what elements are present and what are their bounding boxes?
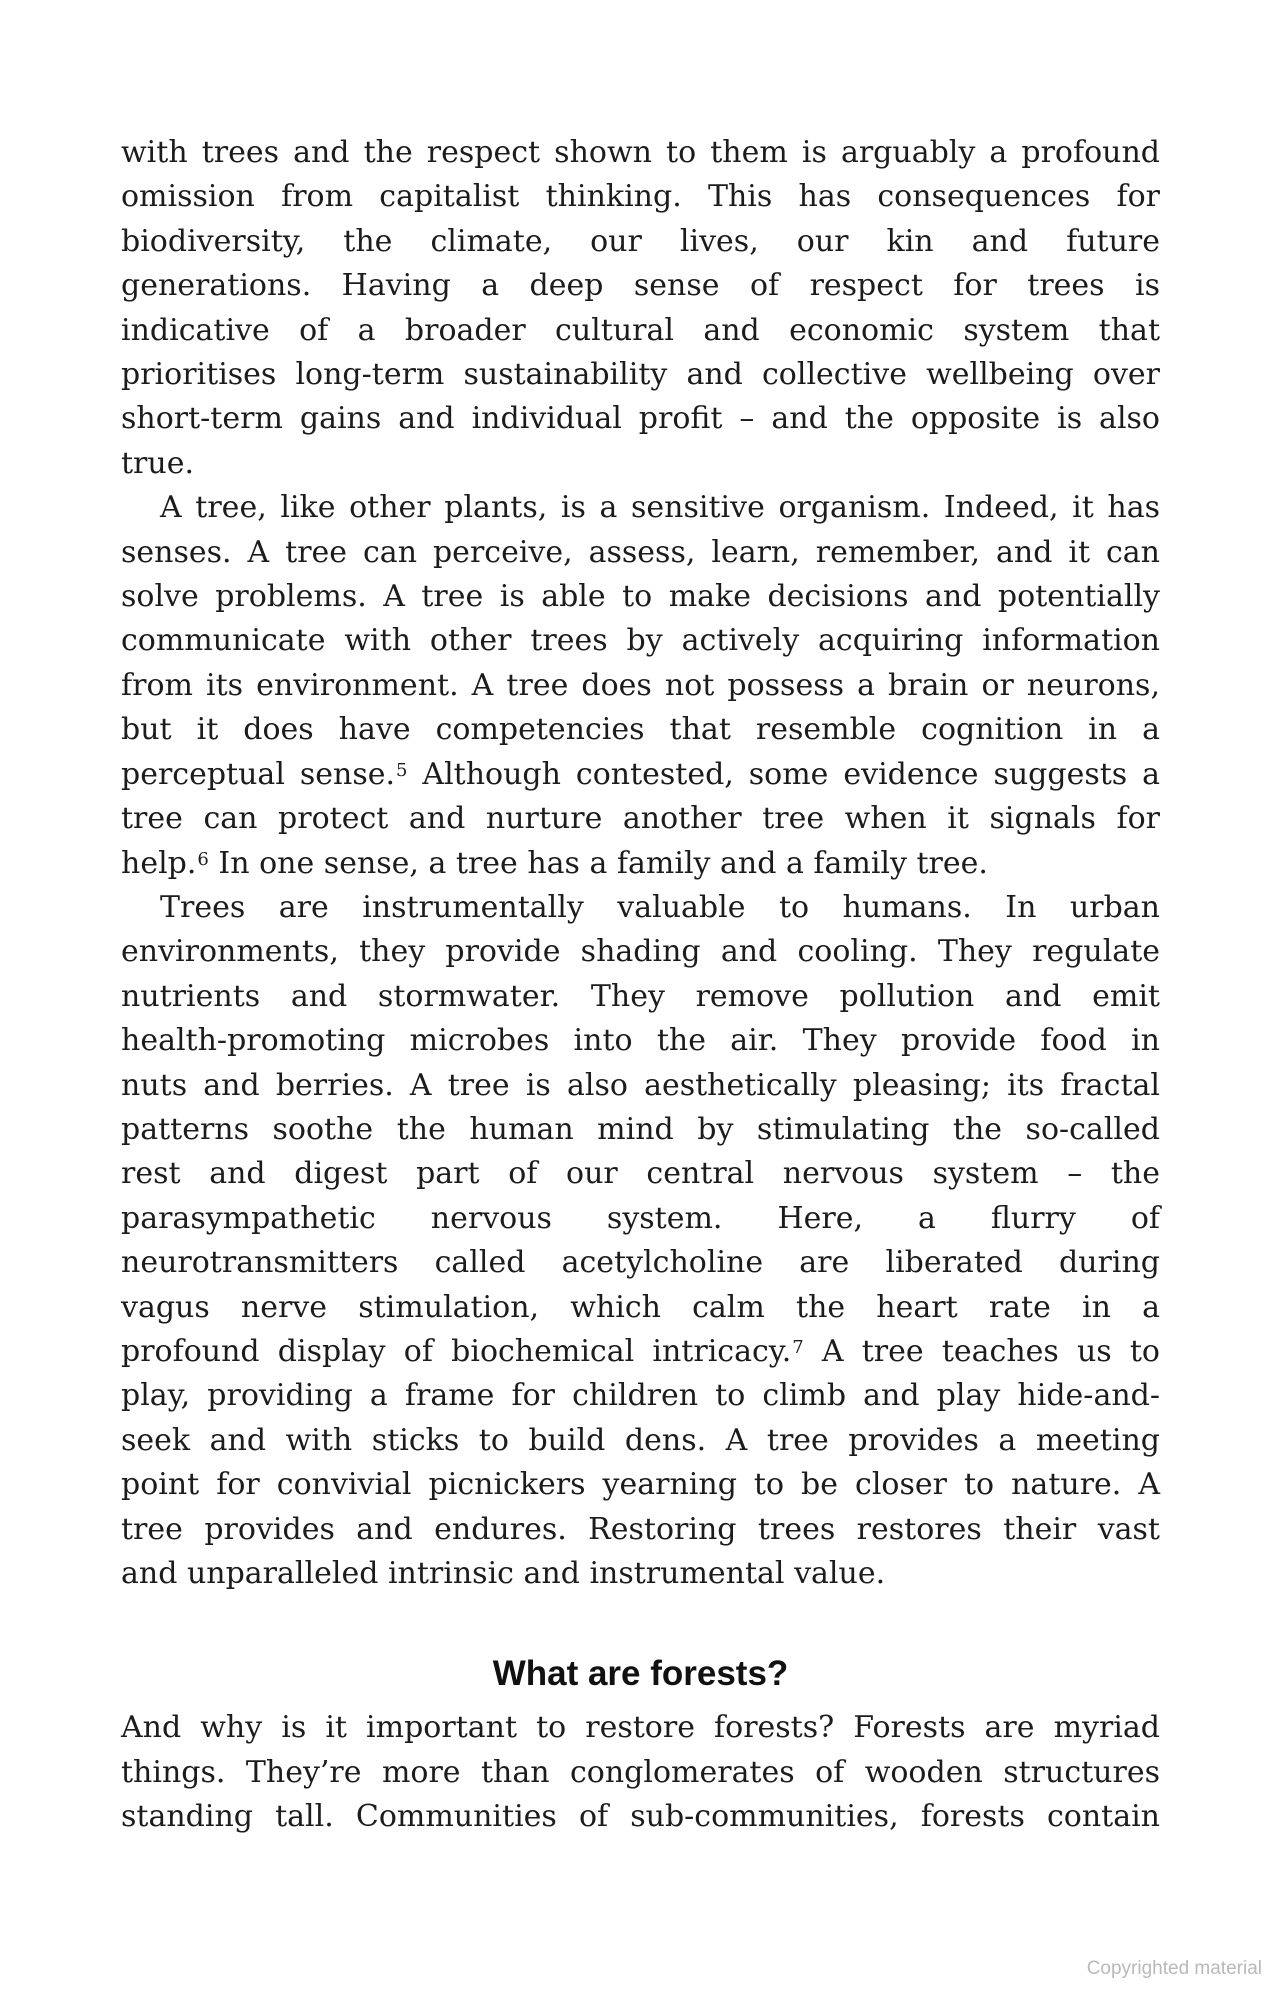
text-line: perceptual sense.$^5$ Although contested, some evidence suggests a: [121, 756, 1160, 792]
text-line: with trees and the respect shown to them is arguably a profound: [121, 135, 1160, 170]
text-line: things. They’re more than conglomerates of wooden structures: [121, 1754, 1160, 1790]
text-line: nutrients and stormwater. They remove pollution and emit: [121, 978, 1160, 1014]
text-line: rest and digest part of our central nervous system – the: [121, 1156, 1160, 1192]
text-line: but it does have competencies that resemble cognition in a: [121, 712, 1160, 748]
text-line: vagus nerve stimulation, which calm the heart rate in a: [121, 1289, 1160, 1325]
paragraph: [121, 886, 1160, 1597]
text-line: indicative of a broader cultural and economic system that: [121, 312, 1160, 348]
paragraph: [121, 131, 1160, 486]
text-line: play, providing a frame for children to climb and play hide-and-: [121, 1378, 1160, 1414]
text-line: A tree, like other plants, is a sensitive organism. Indeed, it has: [160, 490, 1160, 526]
paragraph: [121, 1706, 1160, 1839]
footnote-reference: 5: [396, 760, 408, 782]
page-text: [121, 131, 1160, 1840]
text-line: seek and with sticks to build dens. A tree provides a meeting: [121, 1422, 1160, 1458]
text-line: point for convivial picnickers yearning to be closer to nature. A: [121, 1467, 1160, 1503]
text-line: health-promoting microbes into the air. They provide food in: [121, 1023, 1160, 1059]
text-line: tree can protect and nurture another tree when it signals for: [121, 801, 1160, 837]
section-heading: What are forests?: [492, 1654, 789, 1694]
copyright-watermark: Copyrighted material: [1086, 1958, 1262, 1979]
text-line: and unparalleled intrinsic and instrumental value.: [121, 1556, 886, 1591]
text-line: And why is it important to restore forests? Forests are myriad: [121, 1710, 1160, 1746]
text-line: profound display of biochemical intricacy.$^7$ A tree teaches us to: [121, 1333, 1160, 1369]
footnote-reference: 7: [792, 1337, 804, 1359]
text-line: help.$^6$ In one sense, a tree has a family and a family tree.: [121, 845, 988, 881]
footnote-reference: 6: [197, 848, 209, 870]
text-line: biodiversity, the climate, our lives, our kin and future: [121, 223, 1160, 259]
paragraph: [121, 486, 1160, 886]
text-line: parasympathetic nervous system. Here, a flurry of: [121, 1200, 1160, 1236]
text-line: standing tall. Communities of sub-communities, forests contain: [121, 1799, 1160, 1835]
text-line: Trees are instrumentally valuable to humans. In urban: [160, 889, 1160, 925]
text-line: senses. A tree can perceive, assess, learn, remember, and it can: [121, 534, 1160, 570]
text-line: tree provides and endures. Restoring trees restores their vast: [121, 1511, 1160, 1547]
text-line: nuts and berries. A tree is also aesthetically pleasing; its fractal: [121, 1067, 1160, 1103]
text-line: from its environment. A tree does not possess a brain or neurons,: [121, 667, 1160, 703]
text-line: omission from capitalist thinking. This has consequences for: [121, 179, 1160, 215]
text-line: environments, they provide shading and cooling. They regulate: [121, 934, 1160, 970]
text-line: communicate with other trees by actively acquiring information: [121, 623, 1160, 659]
text-line: prioritises long-term sustainability and collective wellbeing over: [121, 357, 1160, 393]
text-line: patterns soothe the human mind by stimulating the so-called: [121, 1111, 1160, 1147]
text-line: true.: [121, 445, 195, 481]
text-line: neurotransmitters called acetylcholine are liberated during: [121, 1245, 1160, 1281]
text-line: solve problems. A tree is able to make decisions and potentially: [121, 579, 1160, 615]
text-line: generations. Having a deep sense of respect for trees is: [121, 268, 1160, 304]
text-line: short-term gains and individual profit – and the opposite is also: [121, 401, 1160, 437]
